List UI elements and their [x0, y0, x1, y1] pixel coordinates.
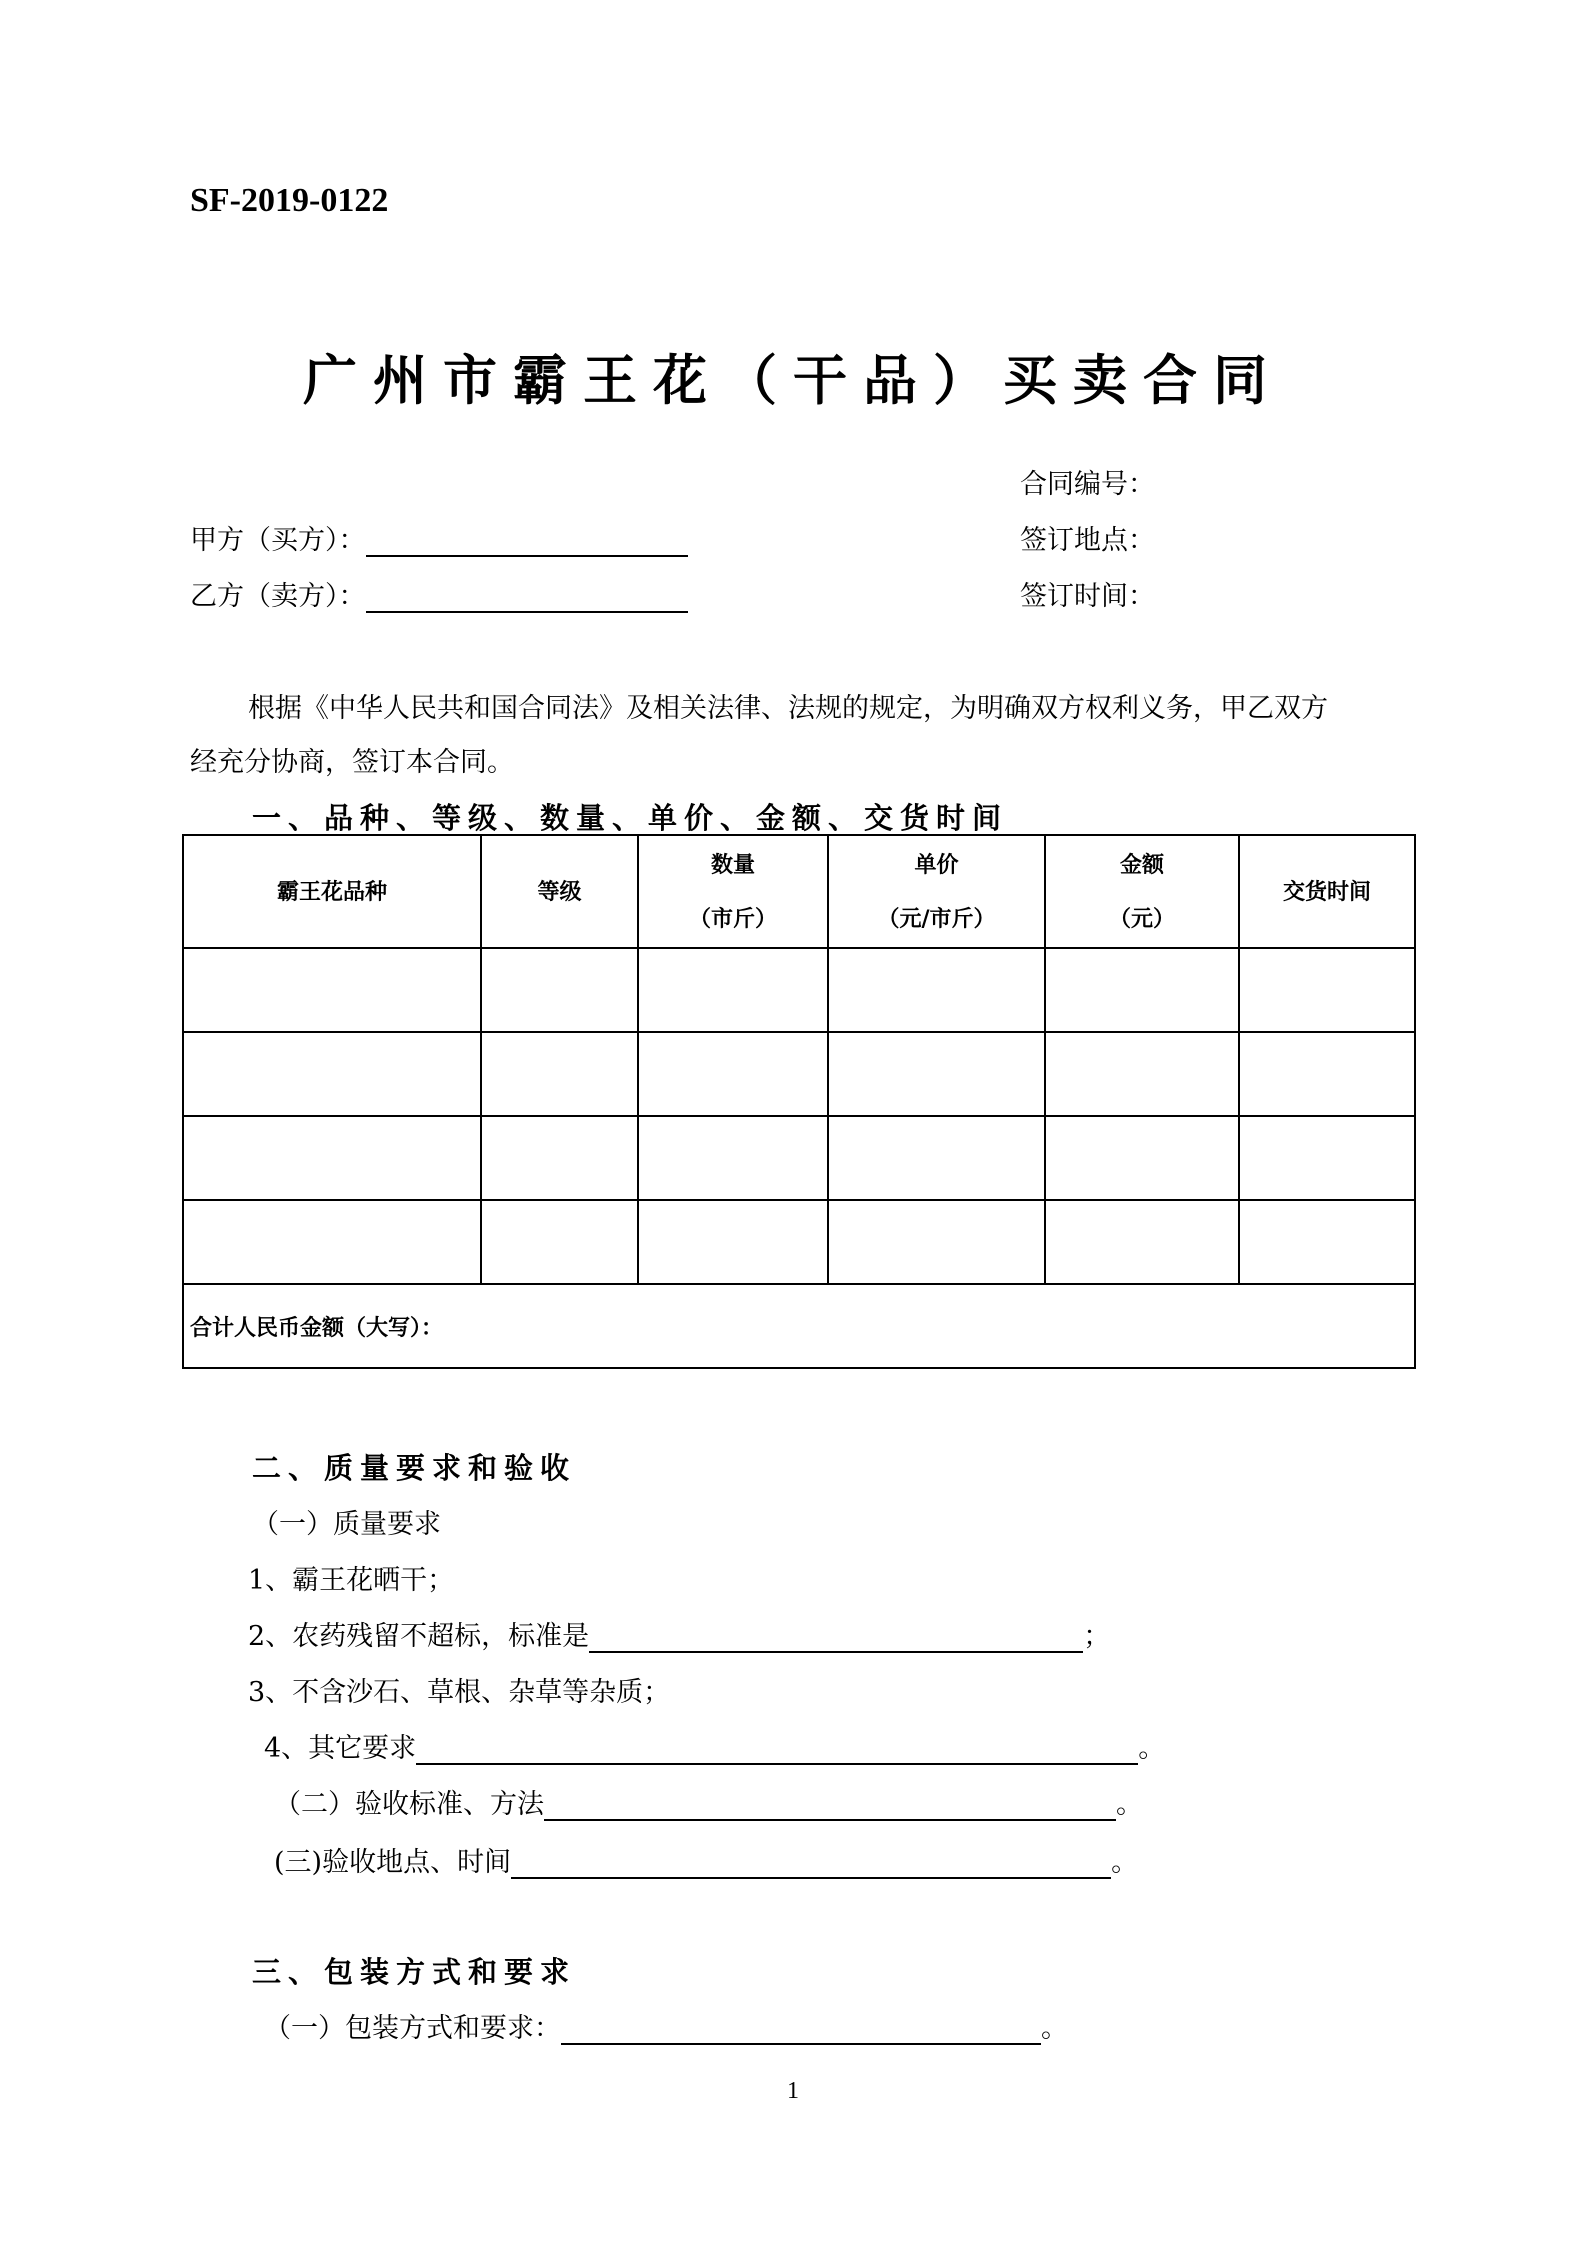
table-cell[interactable]	[1045, 948, 1239, 1032]
table-cell[interactable]	[828, 1032, 1045, 1116]
table-row	[183, 1116, 1415, 1200]
table-cell[interactable]	[1045, 1116, 1239, 1200]
section-2-heading: 二、质量要求和验收	[252, 1451, 577, 1485]
contract-title: 广州市霸王花（干品）买卖合同	[303, 349, 1283, 412]
other-requirements-field[interactable]	[416, 1735, 1138, 1765]
pesticide-standard-field[interactable]	[589, 1623, 1083, 1653]
header-amount: 金额 （元）	[1045, 835, 1239, 948]
acceptance-standard-field[interactable]	[544, 1791, 1116, 1821]
quality-item-2-label: 2、农药残留不超标，标准是	[248, 1621, 590, 1652]
intro-line-1: 根据《中华人民共和国合同法》及相关法律、法规的规定，为明确双方权利义务，甲乙双方	[248, 693, 1328, 724]
table-cell[interactable]	[1045, 1032, 1239, 1116]
quality-item-4-end: 。	[1138, 1733, 1166, 1764]
table-cell[interactable]	[1239, 1032, 1415, 1116]
acceptance-place-time	[274, 1840, 1138, 1879]
table-cell[interactable]	[481, 1032, 638, 1116]
packaging-requirements	[264, 2006, 1068, 2045]
section-3-heading: 三、包装方式和要求	[252, 1955, 577, 1989]
table-row	[183, 1032, 1415, 1116]
total-amount-label: 合计人民币金额（大写）：	[190, 1314, 444, 1341]
table-cell[interactable]	[638, 948, 828, 1032]
quality-item-3: 3、不含沙石、草根、杂草等杂质；	[248, 1677, 671, 1708]
table-cell[interactable]	[638, 1032, 828, 1116]
packaging-requirements-label: （一）包装方式和要求：	[264, 2013, 561, 2044]
table-header-row	[183, 835, 1415, 948]
packaging-requirements-field[interactable]	[561, 2015, 1041, 2045]
contract-number-label: 合同编号：	[1020, 469, 1155, 500]
acceptance-place-time-field[interactable]	[511, 1849, 1111, 1879]
acceptance-place-time-end: 。	[1111, 1847, 1139, 1878]
total-amount-cell[interactable]	[183, 1284, 1415, 1368]
table-cell[interactable]	[828, 1116, 1045, 1200]
header-variety: 霸王花品种	[183, 835, 481, 948]
header-grade: 等级	[481, 835, 638, 948]
table-cell[interactable]	[638, 1200, 828, 1284]
quality-item-2	[248, 1614, 1110, 1653]
packaging-requirements-end: 。	[1041, 2013, 1068, 2044]
quality-item-1: 1、霸王花晒干；	[248, 1565, 455, 1596]
table-cell[interactable]	[481, 948, 638, 1032]
page-number: 1	[787, 2078, 799, 2104]
quality-subheading: （一）质量要求	[252, 1509, 441, 1540]
table-cell[interactable]	[183, 1116, 481, 1200]
table-cell[interactable]	[1239, 948, 1415, 1032]
acceptance-standard-label: （二）验收标准、方法	[274, 1789, 544, 1820]
document-code: SF-2019-0122	[190, 182, 389, 219]
table-row	[183, 1200, 1415, 1284]
table-cell[interactable]	[828, 1200, 1045, 1284]
header-quantity: 数量 （市斤）	[638, 835, 828, 948]
quality-item-4-label: 4、其它要求	[264, 1733, 417, 1764]
sign-place-label: 签订地点：	[1020, 525, 1155, 556]
header-unit-price: 单价 （元/市斤）	[828, 835, 1045, 948]
goods-table	[182, 834, 1416, 1369]
party-a-field[interactable]	[366, 527, 688, 557]
table-cell[interactable]	[638, 1116, 828, 1200]
table-row	[183, 948, 1415, 1032]
table-cell[interactable]	[1239, 1116, 1415, 1200]
table-cell[interactable]	[481, 1116, 638, 1200]
table-cell[interactable]	[183, 948, 481, 1032]
quality-item-4	[264, 1726, 1165, 1765]
acceptance-place-time-label: (三)验收地点、时间	[274, 1847, 512, 1878]
quality-item-2-end: ；	[1083, 1621, 1111, 1652]
total-row	[183, 1284, 1415, 1368]
table-cell[interactable]	[1239, 1200, 1415, 1284]
acceptance-standard	[274, 1782, 1143, 1821]
table-cell[interactable]	[183, 1032, 481, 1116]
party-a-line	[190, 518, 688, 557]
acceptance-standard-end: 。	[1116, 1789, 1143, 1820]
party-a-label: 甲方（买方）：	[190, 525, 366, 556]
party-b-line	[190, 574, 688, 613]
section-1-heading: 一、品种、等级、数量、单价、金额、交货时间	[252, 801, 1009, 835]
party-b-field[interactable]	[366, 583, 688, 613]
sign-time-label: 签订时间：	[1020, 581, 1155, 612]
table-cell[interactable]	[481, 1200, 638, 1284]
header-delivery-time: 交货时间	[1239, 835, 1415, 948]
table-cell[interactable]	[1045, 1200, 1239, 1284]
table-cell[interactable]	[183, 1200, 481, 1284]
intro-line-2: 经充分协商，签订本合同。	[190, 747, 514, 778]
party-b-label: 乙方（卖方）：	[190, 581, 366, 612]
table-cell[interactable]	[828, 948, 1045, 1032]
